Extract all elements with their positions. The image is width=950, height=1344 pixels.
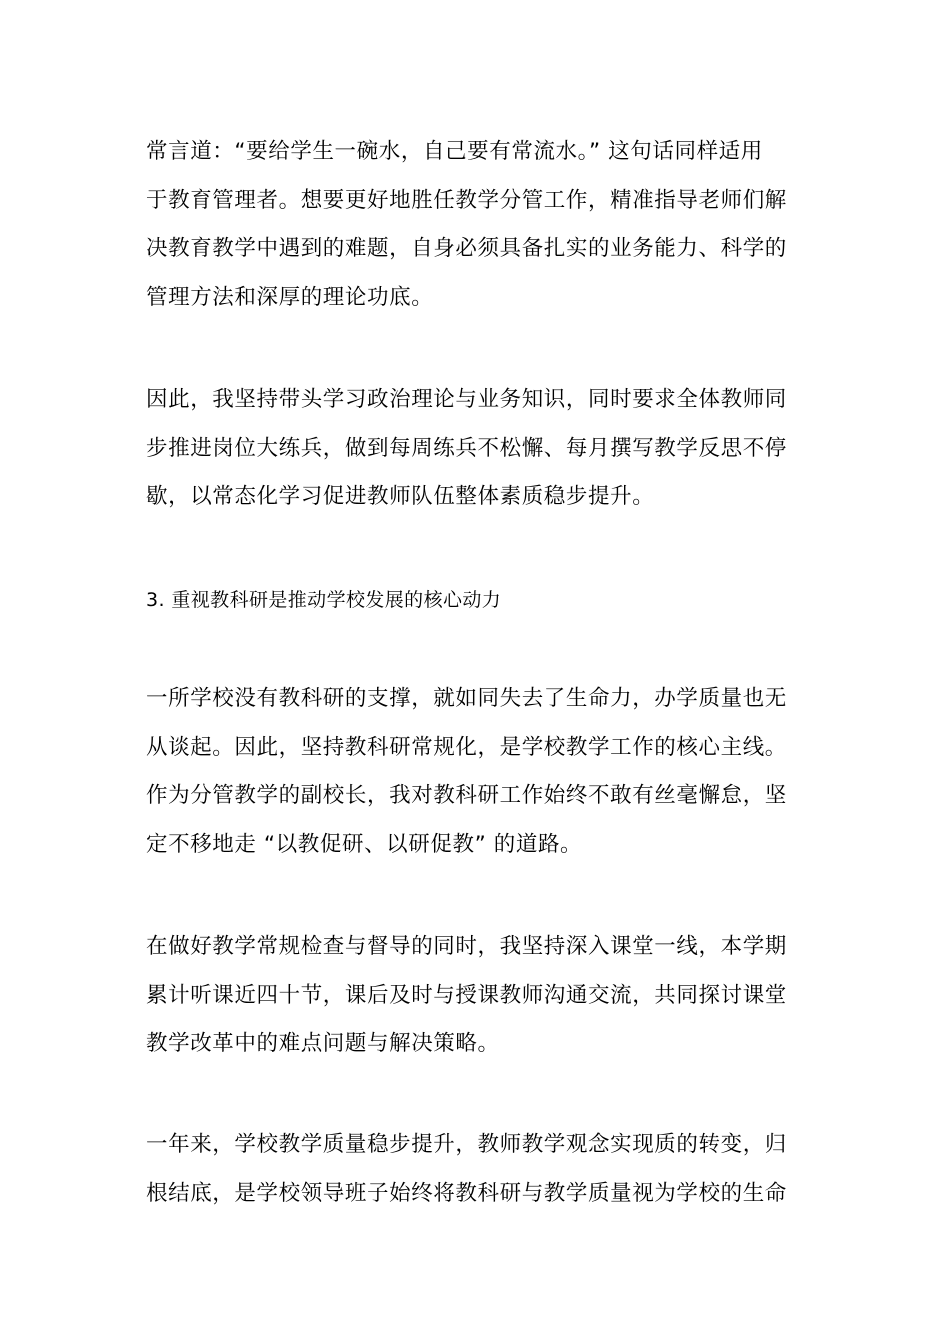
text-line: 在做好教学常规检查与督导的同时，我坚持深入课堂一线，本学期 (146, 934, 787, 959)
paragraph-5 (146, 1121, 810, 1218)
text-line: 歇，以常态化学习促进教师队伍整体素质稳步提升。 (146, 484, 655, 509)
text-line: 从谈起。因此，坚持教科研常规化，是学校教学工作的核心主线。 (146, 734, 787, 760)
text-line: 一年来，学校教学质量稳步提升，教师教学观念实现质的转变，归 (146, 1132, 787, 1157)
text-line: 教学改革中的难点问题与解决策略。 (146, 1031, 500, 1056)
paragraph-4 (146, 923, 810, 1069)
text-line: 步推进岗位大练兵，做到每周练兵不松懈、每月撰写教学反思不停 (146, 435, 787, 461)
text-line: 管理方法和深厚的理论功底。 (146, 284, 434, 310)
paragraph-3 (146, 675, 810, 869)
text-line: 常言道：“要给学生一碗水，自己要有常流水。” 这句话同样适用 (146, 139, 763, 164)
text-line: 决教育教学中遇到的难题，自身必须具备扎实的业务能力、科学的 (146, 236, 787, 261)
text-line: 根结底，是学校领导班子始终将教科研与教学质量视为学校的生命 (146, 1180, 787, 1206)
text-line: 一所学校没有教科研的支撑，就如同失去了生命力，办学质量也无 (146, 686, 787, 711)
heading-text: 3. 重视教科研是推动学校发展的核心动力 (146, 589, 502, 611)
text-line: 定不移地走 “以教促研、以研促教” 的道路。 (146, 831, 583, 857)
paragraph-1 (146, 128, 810, 322)
section-heading (146, 576, 810, 625)
text-line: 因此，我坚持带头学习政治理论与业务知识，同时要求全体教师同 (146, 387, 787, 412)
text-line: 累计听课近四十节，课后及时与授课教师沟通交流，共同探讨课堂 (146, 982, 787, 1008)
text-line: 于教育管理者。想要更好地胜任教学分管工作，精准指导老师们解 (146, 187, 787, 213)
text-line: 作为分管教学的副校长，我对教科研工作始终不敢有丝毫懈怠，坚 (146, 783, 787, 808)
paragraph-2 (146, 376, 810, 522)
